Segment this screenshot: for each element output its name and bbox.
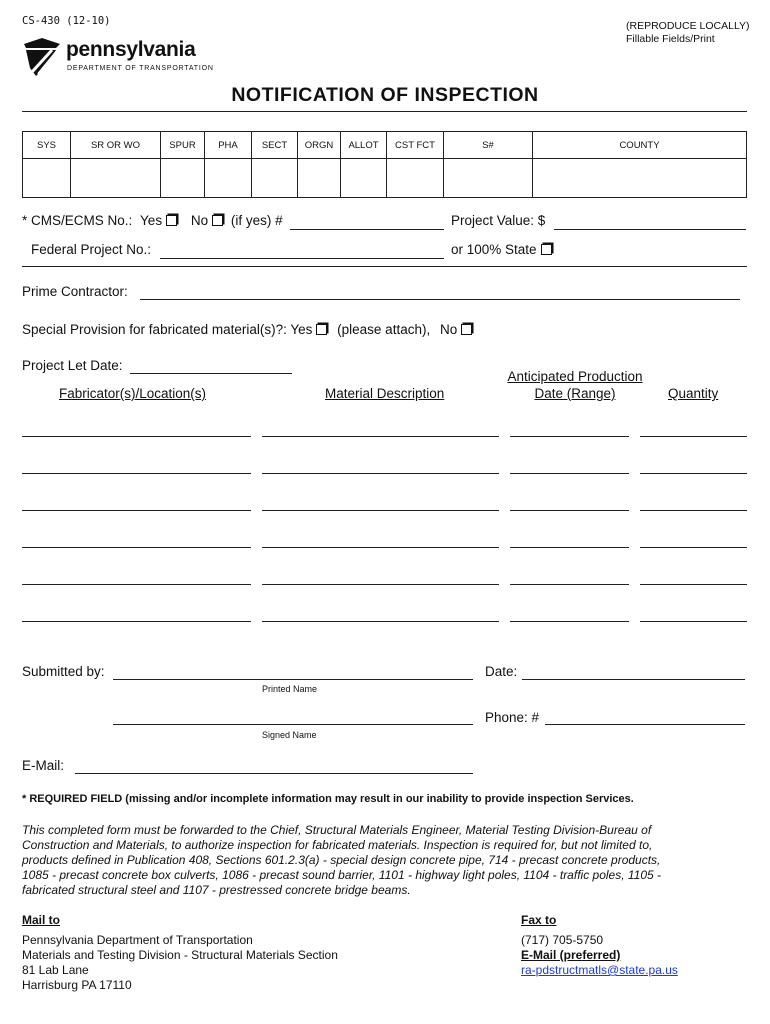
federal-project-field[interactable] <box>160 258 444 259</box>
quantity-field[interactable] <box>640 436 747 437</box>
material-field[interactable] <box>262 584 499 585</box>
quantity-header: Quantity <box>668 386 719 401</box>
sys-field[interactable] <box>23 159 71 198</box>
fabricator-header: Fabricator(s)/Location(s) <box>59 386 207 401</box>
instruction-line: This completed form must be forwarded to the Chief, Structural Materials Engineer, Material Testing Division-Bureau of <box>22 823 652 837</box>
reproduce-note: (REPRODUCE LOCALLY) <box>626 20 750 32</box>
form-title: NOTIFICATION OF INSPECTION <box>231 84 539 106</box>
logo-subtitle: DEPARTMENT OF TRANSPORTATION <box>67 65 214 72</box>
fabricator-field[interactable] <box>22 473 251 474</box>
logo-word: pennsylvania <box>66 38 196 61</box>
grid-header: S# <box>444 132 533 159</box>
federal-label: Federal Project No.: <box>31 242 152 257</box>
sect-field[interactable] <box>252 159 298 198</box>
quantity-field[interactable] <box>640 510 747 511</box>
date-range-field[interactable] <box>510 547 629 548</box>
allot-field[interactable] <box>341 159 387 198</box>
cst-fct-field[interactable] <box>387 159 444 198</box>
grid-header: SPUR <box>161 132 205 159</box>
instruction-line: fabricated structural steel and 1107 - prestressed concrete bridge beams. <box>22 883 411 897</box>
email-heading: E-Mail (preferred) <box>521 948 621 962</box>
quantity-field[interactable] <box>640 473 747 474</box>
fax-heading: Fax to <box>521 913 557 927</box>
mail-heading: Mail to <box>22 913 60 927</box>
form-code: CS-430 (12-10) <box>22 15 111 27</box>
date-label: Date: <box>485 664 518 679</box>
cms-yes-checkbox[interactable] <box>166 215 177 226</box>
prime-contractor-label: Prime Contractor: <box>22 284 128 299</box>
county-field[interactable] <box>533 159 747 198</box>
state-label: or 100% State <box>451 242 537 257</box>
quantity-field[interactable] <box>640 584 747 585</box>
date-range-field[interactable] <box>510 584 629 585</box>
pha-field[interactable] <box>205 159 252 198</box>
cms-number-field[interactable] <box>290 229 444 230</box>
special-provision-yes-checkbox[interactable] <box>316 324 327 335</box>
fabricator-field[interactable] <box>22 621 251 622</box>
grid-header: ORGN <box>298 132 341 159</box>
fabricator-field[interactable] <box>22 547 251 548</box>
material-field[interactable] <box>262 436 499 437</box>
project-value-label: Project Value: $ <box>451 213 546 228</box>
mail-address <box>22 933 338 993</box>
email-label: E-Mail: <box>22 758 65 773</box>
address-line: Harrisburg PA 17110 <box>22 978 132 992</box>
date-range-header: Date (Range) <box>534 386 616 401</box>
please-attach-label: (please attach), <box>337 322 431 337</box>
spur-field[interactable] <box>161 159 205 198</box>
cms-row <box>22 213 283 228</box>
date-range-field[interactable] <box>510 510 629 511</box>
signed-name-field[interactable] <box>113 724 473 725</box>
quantity-field[interactable] <box>640 547 747 548</box>
phone-label: Phone: # <box>485 710 540 725</box>
printed-name-field[interactable] <box>113 679 473 680</box>
if-yes-label: (if yes) # <box>230 213 283 228</box>
cms-no-checkbox[interactable] <box>212 215 223 226</box>
cms-yes-label: Yes <box>140 213 163 228</box>
address-line: 81 Lab Lane <box>22 963 89 977</box>
state-checkbox[interactable] <box>541 244 552 255</box>
material-field[interactable] <box>262 547 499 548</box>
special-provision-row <box>22 322 472 337</box>
grid-header: ALLOT <box>341 132 387 159</box>
instruction-line: 1085 - precast concrete box culverts, 1086 - precast sound barrier, 1101 - highway light poles, 1104 - traffic poles, 1105 - <box>22 868 662 882</box>
grid-header: SYS <box>23 132 71 159</box>
s-number-field[interactable] <box>444 159 533 198</box>
quantity-field[interactable] <box>640 621 747 622</box>
address-line: Pennsylvania Department of Transportation <box>22 933 253 947</box>
fax-number: (717) 705-5750 <box>521 933 604 947</box>
grid-header: PHA <box>205 132 252 159</box>
let-date-field[interactable] <box>130 373 292 374</box>
cms-no-label: No <box>190 213 209 228</box>
date-range-field[interactable] <box>510 621 629 622</box>
special-provision-no-checkbox[interactable] <box>461 324 472 335</box>
email-field[interactable] <box>75 773 473 774</box>
fabricator-field[interactable] <box>22 436 251 437</box>
signed-name-caption: Signed Name <box>262 730 317 740</box>
grid-header: CST FCT <box>387 132 444 159</box>
section-rule <box>22 266 747 267</box>
date-range-field[interactable] <box>510 436 629 437</box>
route-grid <box>22 131 747 198</box>
sr-wo-field[interactable] <box>71 159 161 198</box>
let-date-label: Project Let Date: <box>22 358 123 373</box>
grid-header: SECT <box>252 132 298 159</box>
printed-name-caption: Printed Name <box>262 684 318 694</box>
prime-contractor-field[interactable] <box>140 299 740 300</box>
keystone-logo-icon <box>22 38 62 78</box>
material-field[interactable] <box>262 473 499 474</box>
project-value-field[interactable] <box>554 229 746 230</box>
material-header: Material Description <box>325 386 445 401</box>
required-note: * REQUIRED FIELD (missing and/or incomplete information may result in our inability to provide inspection Services. <box>22 793 634 805</box>
orgn-field[interactable] <box>298 159 341 198</box>
fabricator-field[interactable] <box>22 584 251 585</box>
date-field[interactable] <box>522 679 745 680</box>
special-provision-label: Special Provision for fabricated material(s)?: Yes <box>22 322 313 337</box>
fabricator-field[interactable] <box>22 510 251 511</box>
email-link[interactable]: ra-pdstructmatls@state.pa.us <box>521 963 678 977</box>
special-provision-no-label: No <box>439 322 458 337</box>
material-field[interactable] <box>262 621 499 622</box>
grid-header: COUNTY <box>533 132 747 159</box>
instruction-line: Construction and Materials, to authorize inspection for fabricated materials. Inspection is required for, but not limited to, <box>22 838 653 852</box>
title-rule <box>22 111 747 112</box>
state-row <box>451 242 552 257</box>
submitted-label: Submitted by: <box>22 664 105 679</box>
instruction-line: products defined in Publication 408, Sections 601.2.3(a) - special design concrete pipe, 714 - precast concrete products, <box>22 853 661 867</box>
cms-label: * CMS/ECMS No.: <box>22 213 133 228</box>
date-range-field[interactable] <box>510 473 629 474</box>
phone-field[interactable] <box>545 724 745 725</box>
anticipated-header: Anticipated Production <box>507 369 643 384</box>
material-field[interactable] <box>262 510 499 511</box>
fillable-note: Fillable Fields/Print <box>626 33 715 45</box>
instructions <box>22 823 752 898</box>
address-line: Materials and Testing Division - Structural Materials Section <box>22 948 338 962</box>
grid-header: SR OR WO <box>71 132 161 159</box>
